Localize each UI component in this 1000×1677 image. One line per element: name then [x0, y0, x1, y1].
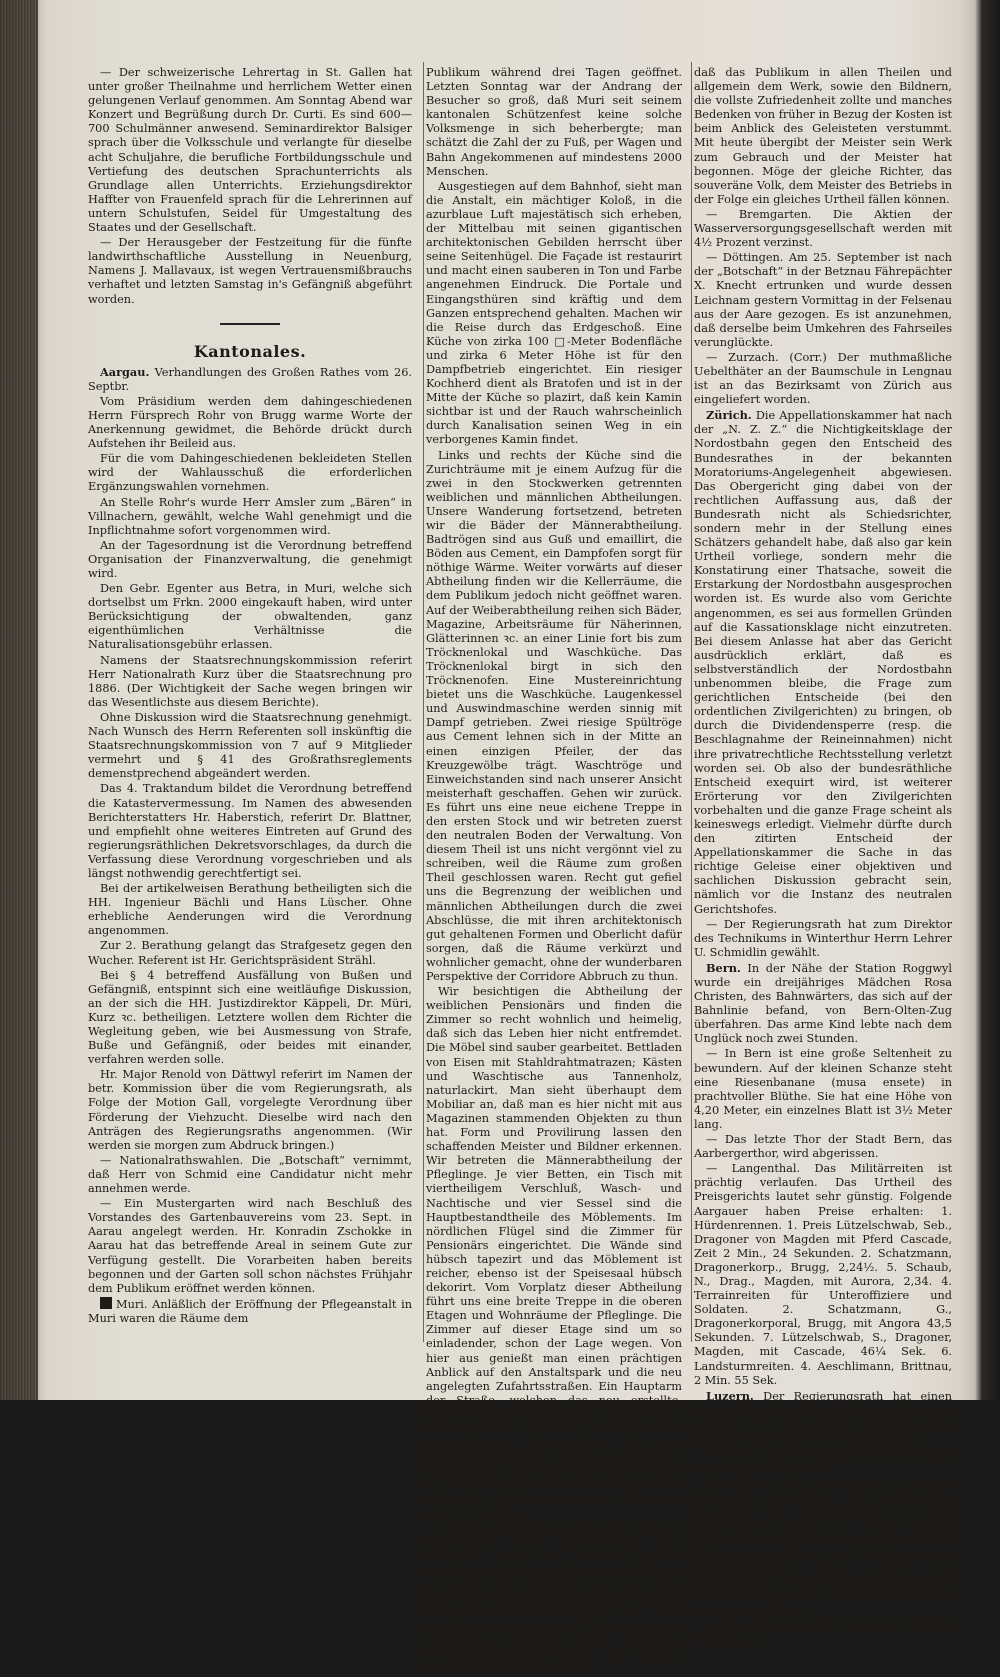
columns [88, 66, 968, 1676]
article-paragraph [694, 408, 952, 916]
column-2 [426, 66, 682, 1676]
article-paragraph [88, 582, 412, 652]
article-paragraph [694, 918, 952, 960]
article-paragraph [694, 1447, 952, 1475]
paragraph-text: — In Bern ist eine große Seltenheit zu bewundern. Auf der kleinen Schanze steht eine Riesenbanane (musa ensete) in prachtvoller Blüthe. Sie hat eine Höhe von 4,20 Meter, ein einzelnes Blatt ist 3½ Meter lang. [694, 1047, 952, 1131]
paragraph-text: Ausgestiegen auf dem Bahnhof, sieht man die Anstalt, ein mächtiger Koloß, in die azurblaue Luft majestätisch sich erheben, der Mittelbau mit seinen gigantischen architektonischen Gebilden herrscht über seine Seitenhügel. Die Façade ist restaurirt und macht einen sauberen in Ton und Farbe angenehmen Eindruck. Die Portale und Eingangsthüren sind kräftig und dem Ganzen entsprechend gehalten. Machen wir die Reise durch das Erdgeschoß. Eine Küche von zirka 100 □-Meter Bodenfläche und zirka 6 Meter Höhe ist für den Dampfbetrieb eingerichtet. Ein riesiger Kochherd dient als Bratofen und ist in der Mitte der Küche so plazirt, daß kein Kamin sichtbar ist und der Rauch wahrscheinlich durch Kanalisation seinen Weg in ein verborgenes Kamin findet. [426, 179, 682, 447]
article-paragraph [426, 449, 682, 985]
column-1 [88, 66, 412, 1366]
article-paragraph [426, 66, 682, 179]
paragraph-text: Hr. Major Renold von Dättwyl referirt im Namen der betr. Kommission über die vom Regierungsrath, als Folge der Motion Gall, vorgelegte Verordnung über Förderung der Viehzucht. Dieselbe wird nach den Anträgen des Regierungsraths angenommen. (Wir werden sie morgen zum Abdruck bringen.) [88, 1068, 412, 1152]
column-3 [694, 66, 952, 1647]
article-paragraph [88, 395, 412, 451]
article-paragraph [426, 1522, 682, 1677]
paragraph-text: An Stelle Rohr's wurde Herr Amsler zum „Bären“ in Villnachern, gewählt, welche Wahl genehmigt und die Inpflichtnahme sofort vorgenommen wird. [88, 495, 412, 537]
paragraph-text: — Der Regierungsrath hat zum Direktor des Technikums in Winterthur Herrn Lehrer U. Schmidlin gewählt. [694, 917, 952, 959]
paragraph-text: Luzern. Der Regierungsrath hat einen diesen Herbst in Rothenburg stattfindenden Lehrkurs für Obstverwerthung mit einem Staatsbeitrag von 500 Fr. subventionirt. [694, 1388, 952, 1445]
paragraph-text: Bern. In der Nähe der Station Roggwyl wurde ein dreijähriges Mädchen Rosa Christen, des Bahnwärters, das sich auf der Bahnlinie befand, von Bern-Olten-Zug überfahren. Das arme Kind lebte nach dem Unglück noch zwei Stunden. [694, 960, 952, 1046]
article-paragraph [694, 1476, 952, 1618]
paragraph-text: Bei der artikelweisen Berathung betheiligten sich die HH. Ingenieur Bächli und Hans Lüscher. Ohne erhebliche Aenderungen wird die Verordnung angenommen. [88, 882, 412, 938]
article-paragraph [88, 236, 412, 306]
paragraph-text: Für die vom Dahingeschiedenen bekleideten Stellen wird der Wahlausschuß die erforderlichen Ergänzungswahlen vornehmen. [88, 452, 412, 494]
article-paragraph [694, 351, 952, 407]
article-paragraph [88, 1297, 412, 1326]
paragraph-text: Muri. Anläßlich der Eröffnung der Pflegeanstalt in Muri waren die Räume dem [88, 1297, 412, 1325]
article-paragraph [694, 961, 952, 1047]
paragraph-text: Wir besichtigen die Abtheilung der weiblichen Pensionärs und finden die Zimmer so recht wohnlich und heimelig, daß sich das Leben hier nicht entfremdet. Die Möbel sind sauber gearbeitet. Bettladen von Eisen mit Stahldrahtmatrazen; Kästen und Waschtische aus Tannenholz, naturlackirt. Man sieht überhaupt dem Mobiliar an, daß man es hier nicht mit aus Magazinen stammenden Objekten zu thun hat. Form und Provilirung lassen den schaffenden Meister und Bildner erkennen. Wir betreten die Männerabtheilung der Pfleglinge. Je vier Betten, ein Tisch mit viertheiligem Verschluß, Wasch- und Nachtische und vier Sessel sind die Hauptbestandtheile des Möblements. Im nördlichen Flügel sind die Zimmer für Pensionärs eingerichtet. Die Wände sind hübsch tapezirt und das Möblement ist reicher, ebenso ist der Speisesaal hübsch dekorirt. Vom Vorplatz dieser Abtheilung führt uns eine breite Treppe in die oberen Etagen und Wohnräume der Pfleglinge. Die Zimmer auf dieser Etage sind um so einladender, schon der Lage wegen. Von hier aus genießt man einen prächtigen Anblick auf den Anstaltspark und die neu angelegten Zufahrtsstraßen. Ein Hauptarm der Straße, welchen das neu erstellte, einfache, kräftige und schöne Portal gegen Osten schließt, verzweigt sich in zwei kurvenförmige Nebenstraßen, die den Springbrunnen und den neutralen Boden umschließen, und sich gegen das Gebäude zu wieder öffnen. Wie wir vernommen, sollen die Straßenkanten mit Gitterwerk gekrönt werden. [426, 985, 682, 1520]
paragraph-text: Bei § 4 betreffend Ausfällung von Bußen und Gefängniß, entspinnt sich eine weitläufige Diskussion, an der sich die HH. Justizdirektor Käppeli, Dr. Müri, Kurz ꝛc. betheiligen. Letztere wollen dem Richter die Wegleitung geben, wie bei Ausmessung von Strafe, Buße und Gefängniß, oder beides mit einander, verfahren werden solle. [88, 968, 412, 1067]
paragraph-text: — Nationalrathswahlen. Die „Botschaft“ vernimmt, daß Herr von Schmid eine Candidatur nicht mehr annehmen werde. [88, 1153, 412, 1196]
paragraph-text: — An den Lehrerexerzitien in Hohenrain nahmen 36 Lehrer theil. [694, 1447, 952, 1475]
paragraph-text: — Die Gabenliste für Lungern weist Fr. 39,464 auf. [694, 1619, 952, 1647]
paragraph-text: Namens der Staatsrechnungskommission referirt Herr Nationalrath Kurz über die Staatsrechnung pro 1886. (Der Wichtigkeit der Sache wegen bringen wir das Wesentlichste aus diesem Berichte). [88, 653, 412, 709]
article-paragraph [88, 969, 412, 1068]
paragraph-text: — Der Herausgeber der Festzeitung für die fünfte landwirthschaftliche Ausstellung in Neuenburg, Namens J. Mallavaux, ist wegen Vertrauensmißbrauchs verhaftet und letzten Samstag in's Gefängniß abgeführt worden. [88, 236, 412, 306]
paragraph-text: — Der schweizerische Lehrertag in St. Gallen hat unter großer Theilnahme und herrlichem Wetter einen gelungenen Verlauf genommen. Am Sonntag Abend war Konzert und Begrüßung durch Dr. Curti. Es sind 600—700 Schulmänner anwesend. Seminardirektor Balsiger sprach über die Volksschule und verlangte für dieselbe acht Schuljahre, die berufliche Fortbildungsschule und Vertiefung des deutschen Sprachunterrichts als Grundlage allen Unterrichts. Erziehungsdirektor Haffter von Frauenfeld sprach für die Lehrerinnen auf untern Schulstufen, Seidel für Umgestaltung des Staates und der Gesellschaft. [88, 66, 412, 235]
article-paragraph [88, 1154, 412, 1196]
paragraph-text: — Das letzte Thor der Stadt Bern, das Aarbergerthor, wird abgerissen. [694, 1133, 952, 1161]
canton-heading: Aargau. [100, 364, 150, 379]
paragraph-text: Obwalden. Die Brünigbahn schreitet nach dem „Vaterland“ ihrer Vollendung entgegen. Die Schienenlegung ist von Alpnach-Stad bereits bis gegen Sarnen vorgerückt. Auch vom Brünig her ist man fleißig an der Arbeit und die Strecke von Brienz-Meiringen her geht das Schienenlegen seiner Vollendung entgegen. Die Stationsgebäude stehen zum Theil bereits unter Dach. [694, 1476, 952, 1618]
article-paragraph [694, 1389, 952, 1446]
article-paragraph [88, 496, 412, 538]
article-paragraph [694, 1619, 952, 1647]
paragraph-text: — Döttingen. Am 25. September ist nach der „Botschaft“ in der Betznau Fährepächter X. Knecht ertrunken und wurde dessen Leichnam gestern Vormittag in der Felsenau aus der Aare gezogen. Es ist anzunehmen, daß derselbe beim Umkehren des Fahrseiles verunglückte. [694, 251, 952, 349]
paragraph-text: — Langenthal. Das Militärreiten ist prächtig verlaufen. Das Urtheil des Preisgerichts lautet sehr günstig. Folgende Aargauer haben Preise erhalten: 1. Hürdenrennen. 1. Preis Lützelschwab, Seb., Dragoner von Magden mit Pferd Cascade, Zeit 2 Min., 24 Sekunden. 2. Schatzmann, Dragonerkorp., Brugg, 2,24½. 5. Schaub, N., Drag., Magden, mit Aurora, 2,34. 4. Terrainreiten für Unteroffiziere und Soldaten. 2. Schatzmann, G., Dragonerkorporal, Brugg, mit Angora 43,5 Sekunden. 7. Lützelschwab, S., Dragoner, Magden, mit Cascade, 46¼ Sek. 6. Landsturmreiten. 4. Aeschlimann, Brittnau, 2 Min. 55 Sek. [694, 1162, 952, 1387]
article-paragraph [694, 66, 952, 207]
article-paragraph [426, 985, 682, 1521]
article-paragraph [694, 208, 952, 250]
article-paragraph [88, 939, 412, 967]
paragraph-text: An der Tagesordnung ist die Verordnung betreffend Organisation der Finanzverwaltung, die genehmigt wird. [88, 538, 412, 580]
canton-heading: Zürich. [706, 408, 752, 423]
paragraph-text: Zürich. Die Appellationskammer hat nach der „N. Z. Z.“ die Nichtigkeitsklage der Nordostbahn gegen den Entscheid des Bundesrathes in der bekannten Moratoriums-Angelegenheit abgewiesen. Das Obergericht ging dabei von der rechtlichen Auffassung aus, daß der Bundesrath nicht als Schiedsrichter, sondern mehr in der Stellung eines Schätzers gehandelt habe, daß also gar kein Urtheil vorliege, sondern mehr die Konstatirung einer Thatsache, soweit die Erstarkung der Nordostbahn ausgesprochen worden ist. Es wurde also vom Gerichte angenommen, es sei aus formellen Gründen auf die Kassationsklage nicht einzutreten. Bei diesem Anlasse hat aber das Gericht ausdrücklich erklärt, daß es selbstverständlich der Nordostbahn unbenommen bleibe, die Frage zum gerichtlichen Entscheide (bei den ordentlichen Zivilgerichten) zu bringen, ob durch die Dividendensperre (resp. die Beschlagnahme der Reineinnahmen) nicht ihre privatrechtliche Rechtsstellung verletzt worden sei. Ob also der bundesräthliche Entscheid exequirt wird, ist weiterer Erörterung vor den Zivilgerichten vorbehalten und die ganze Frage scheint als keineswegs erledigt. Vielmehr dürfte durch den zitirten Entscheid der Appellationskammer die Sache in das richtige Geleise einer objektiven und sachlichen Diskussion gebracht sein, nämlich vor die Instanz des neutralen Gerichtshofes. [694, 408, 952, 916]
paragraph-text: Das 4. Traktandum bildet die Verordnung betreffend die Katastervermessung. Im Namen des abwesenden Berichterstatters Hr. Haberstich, referirt Dr. Blattner, und empfiehlt ohne weiteres Eintreten auf Grund des regierungsräthlichen Dekretsvorschlages, da durch die Verfassung diese Verordnung vorgeschrieben und als längst nothwendig gerechtfertigt sei. [88, 782, 412, 880]
paragraph-text: Ohne Diskussion wird die Staatsrechnung genehmigt. Nach Wunsch des Herrn Referenten soll inskünftig die Staatsrechnungskommission von 7 auf 9 Mitglieder vermehrt und § 41 des Großrathsreglements demenstprechend abgeändert werden. [88, 710, 412, 781]
article-paragraph [694, 1133, 952, 1161]
section-separator [220, 323, 280, 325]
section-title: Kantonales. [193, 341, 307, 361]
article-paragraph [88, 711, 412, 781]
canton-heading: Luzern. [706, 1388, 754, 1403]
article-paragraph [88, 539, 412, 581]
canton-heading: Obwalden. [706, 1476, 773, 1491]
article-paragraph [426, 180, 682, 448]
article-paragraph [694, 1162, 952, 1388]
article-paragraph [88, 882, 412, 938]
paragraph-text: Den Gebr. Egenter aus Betra, in Muri, welche sich dortselbst um Frkn. 2000 eingekauft haben, wird unter Berücksichtigung der obwaltenden, ganz eigenthümlichen Verhältnisse die Naturalisationsgebühr erlassen. [88, 582, 412, 652]
paragraph-text: Vom Präsidium werden dem dahingeschiedenen Herrn Fürsprech Rohr von Brugg warme Worte der Anerkennung gewidmet, die Behörde drückt durch Aufstehen ihr Beileid aus. [88, 394, 412, 451]
book-spine [0, 0, 38, 1400]
paragraph-text: Zur 2. Berathung gelangt das Strafgesetz gegen den Wucher. Referent ist Hr. Gerichtspräsident Strähl. [88, 939, 412, 967]
paragraph-text: — Zurzach. (Corr.) Der muthmaßliche Uebelthäter an der Baumschule in Lengnau ist an das Bezirksamt von Zürich aus eingeliefert worden. [694, 350, 952, 407]
pointing-hand-icon [100, 1297, 112, 1309]
article-paragraph [694, 1047, 952, 1132]
paragraph-text: daß das Publikum in allen Theilen und allgemein dem Werk, sowie den Bildnern, die vollste Zufriedenheit zollte und manches Bedenken von früher in Bezug der Kosten ist beim Anblick des Geleisteten verstummt. Mit heute übergibt der Meister sein Werk zum Gebrauch und der Meister hat begonnen. Möge der gleiche Richter, das souveräne Volk, dem Meister des Betriebs in der Folge ein gleiches Urtheil fällen können. [694, 66, 952, 206]
paragraph-text: Der dritte Stock ist gleich dem zweiten eingerichtet. Nur schade, daß dem Publikum nicht alle Zimmer geöffnet worden, so daß bei dem Zudrang der Menge es nicht Jedem möglich war, die Sache genau zu sehen. Ein Glanzpunkt der Anstalt bildet die Wasserversorgung. In allen Stockwerken sind je zwei Brunnen, sechs Hydranten beruhigen für eventuelle Feuersgefahr. Ich schließe mit meinen Notizen und darf nur sagen, [426, 1521, 682, 1676]
article-paragraph [694, 251, 952, 350]
article-paragraph [88, 1197, 412, 1296]
article-paragraph [88, 782, 412, 881]
article-paragraph [88, 66, 412, 235]
paragraph-text: — Bremgarten. Die Aktien der Wasserversorgungsgesellschaft werden mit 4½ Prozent verzinst. [694, 207, 952, 250]
paragraph-text: Publikum während drei Tagen geöffnet. Letzten Sonntag war der Andrang der Besucher so groß, daß Muri seit seinem kantonalen Schützenfest keine solche Volksmenge in sich beherbergte; man schätzt die Zahl der zu Fuß, per Wagen und Bahn Angekommenen auf mindestens 2000 Menschen. [426, 66, 682, 178]
article-paragraph [88, 365, 412, 394]
paragraph-text: — Ein Mustergarten wird nach Beschluß des Vorstandes des Gartenbauvereins vom 23. Sept. in Aarau angelegt werden. Hr. Konradin Zschokke in Aarau hat das betreffende Areal in seinem Gute zur Verfügung gestellt. Die Vorarbeiten haben bereits begonnen und der Garten soll schon nächstes Frühjahr dem Publikum eröffnet werden können. [88, 1197, 412, 1295]
article-paragraph [88, 654, 412, 710]
paragraph-text: Links und rechts der Küche sind die Zurichträume mit je einem Aufzug für die zwei in den Stockwerken getrennten weiblichen und männlichen Abtheilungen. Unsere Wanderung fortsetzend, betreten wir die Bäder der Männerabtheilung. Badtrögen sind aus Guß und emaillirt, die Böden aus Cement, ein Dampfofen sorgt für nöthige Wärme. Weiter vorwärts auf dieser Abtheilung finden wir die Kellerräume, die dem Publikum jedoch nicht geöffnet waren. Auf der Weiberabtheilung reihen sich Bäder, Magazine, Arbeitsräume für Näherinnen, Glätterinnen ꝛc. an einer Linie fort bis zum Tröcknenlokal und Waschküche. Das Tröcknenlokal birgt in sich den Tröcknenofen. Eine Mustereinrichtung bietet uns die Waschküche. Laugenkessel und Auswindmaschine werden sinnig mit Dampf getrieben. Zwei riesige Spültröge aus Cement lehnen sich in der Mitte an einen einzigen Pfeiler, der das Kreuzgewölbe trägt. Waschtröge und Einweichstanden sind nach unserer Ansicht meisterhaft geschaffen. Gehen wir zurück. Es führt uns eine neue eichene Treppe in den ersten Stock und wir betreten zuerst den neutralen Boden der Verwaltung. Von diesem Theil ist uns nicht vergönnt viel zu schreiben, weil die Räume zum großen Theil geschlossen waren. Recht gut gefiel uns die Begrenzung der weiblichen und männlichen Abtheilungen durch die zwei Abschlüsse, die mit ihren architektonisch gut gehaltenen Formen und Oberlicht dafür sorgen, daß die Räume verkürzt und wohnlicher gemacht, ohne der wunderbaren Perspektive der Corridore Abbruch zu thun. [426, 448, 682, 983]
canton-heading: Bern. [706, 960, 741, 975]
article-paragraph [88, 1068, 412, 1153]
article-paragraph [88, 452, 412, 494]
paragraph-text: Aargau. Verhandlungen des Großen Rathes vom 26. Septbr. [88, 364, 412, 393]
